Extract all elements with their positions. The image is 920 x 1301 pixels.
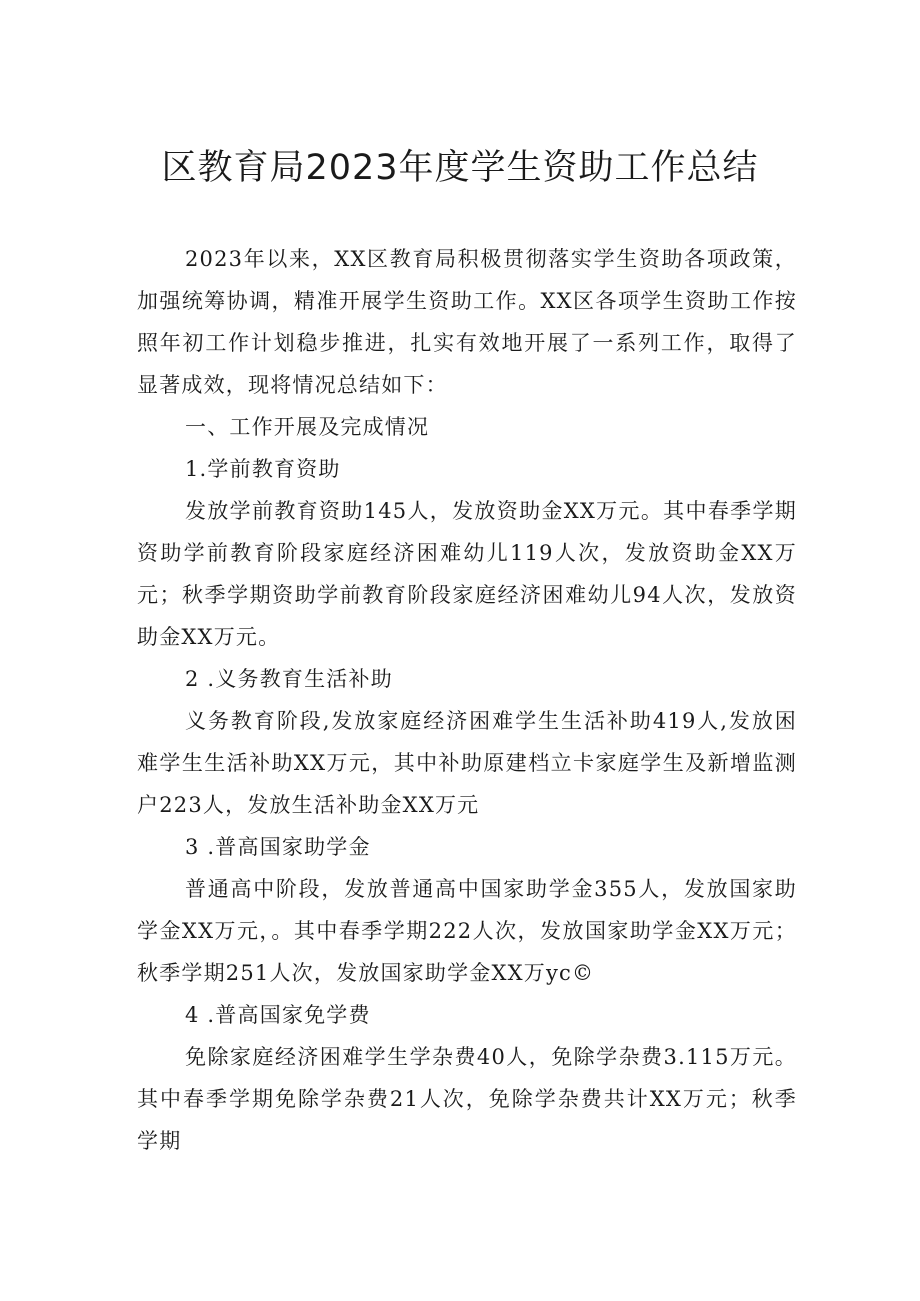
item-paragraph-tuition-waiver: 免除家庭经济困难学生学杂费40人，免除学杂费3.115万元。其中春季学期免除学杂费21人次，免除学杂费共计XX万元；秋季学期 [137,1045,797,1153]
item-paragraph-compulsory: 义务教育阶段,发放家庭经济困难学生生活补助419人,发放困难学生生活补助XX万元，其中补助原建档立卡家庭学生及新增监测户223人，发放生活补助金XX万元 [137,709,797,817]
intro-paragraph: 2023年以来，XX区教育局积极贯彻落实学生资助各项政策，加强统筹协调，精准开展学生资助工作。XX区各项学生资助工作按照年初工作计划稳步推进，扎实有效地开展了一系列工作，取得了显著成效，现将情况总结如下： [137,247,797,397]
item-heading-preschool: 1.学前教育资助 [185,457,341,481]
item-paragraph-highschool-grant: 普通高中阶段，发放普通高中国家助学金355人，发放国家助学金XX万元，。其中春季学期222人次，发放国家助学金XX万元；秋季学期251人次，发放国家助学金XX万yc© [137,877,797,985]
item-paragraph-preschool: 发放学前教育资助145人，发放资助金XX万元。其中春季学期资助学前教育阶段家庭经济困难幼儿119人次，发放资助金XX万元；秋季学期资助学前教育阶段家庭经济困难幼儿94人次，发放资助金XX万元。 [137,499,797,649]
item-heading-compulsory: 2 .义务教育生活补助 [185,667,393,691]
document-title: 区教育局2023年度学生资助工作总结 [161,148,759,188]
item-heading-tuition-waiver: 4 .普高国家免学费 [185,1003,371,1027]
item-heading-highschool-grant: 3 .普高国家助学金 [185,835,371,859]
document-body [137,238,797,1162]
section-heading-1: 一、工作开展及完成情况 [185,415,430,439]
